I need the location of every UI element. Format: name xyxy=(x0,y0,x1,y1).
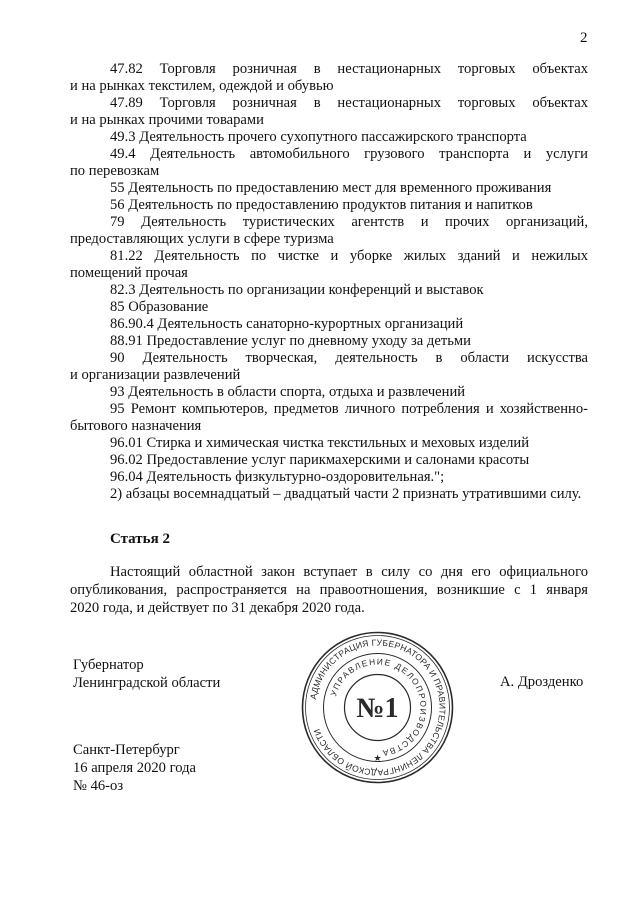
signatory-position xyxy=(73,656,220,692)
list-item: 82.3 Деятельность по организации конференций и выставок xyxy=(110,282,484,298)
seal-star-icon: ★ xyxy=(373,753,382,763)
page-number: 2 xyxy=(580,30,588,46)
list-item: 86.90.4 Деятельность санаторно-курортных организаций xyxy=(110,316,464,332)
seal-graphic xyxy=(300,630,455,785)
list-item: 47.89 Торговля розничная в нестационарных торговых объектах xyxy=(110,95,588,111)
list-item: предоставляющих услуги в сфере туризма xyxy=(70,231,334,247)
list-item: и на рынках текстилем, одеждой и обувью xyxy=(70,78,334,94)
city: Санкт-Петербург xyxy=(73,742,180,758)
signatory-name: А. Дрозденко xyxy=(500,674,584,690)
adoption-date: 16 апреля 2020 года xyxy=(73,760,196,776)
seal-inner-text: УПРАВЛЕНИЕ ДЕЛОПРОИЗВОДСТВА xyxy=(328,656,429,759)
law-number: № 46-оз xyxy=(73,778,124,794)
list-item: бытового назначения xyxy=(70,418,202,434)
article-heading: Статья 2 xyxy=(110,531,170,547)
paragraph-line: Настоящий областной закон вступает в силу со дня его официального xyxy=(110,564,588,580)
list-item: 96.02 Предоставление услуг парикмахерскими и салонами красоты xyxy=(110,452,530,468)
list-item: и организации развлечений xyxy=(70,367,241,383)
list-item: 90 Деятельность творческая, деятельность в области искусства xyxy=(110,350,588,366)
list-item: 95 Ремонт компьютеров, предметов личного потребления и хозяйственно- xyxy=(110,401,588,417)
paragraph-line: 2020 года, и действует по 31 декабря 2020 года. xyxy=(70,600,365,616)
official-seal xyxy=(300,630,455,785)
place-and-date xyxy=(73,741,196,795)
list-item: 49.4 Деятельность автомобильного грузового транспорта и услуги xyxy=(110,146,588,162)
okved-list xyxy=(70,61,588,503)
list-item: по перевозкам xyxy=(70,163,160,179)
list-item: 2) абзацы восемнадцатый – двадцатый части 2 признать утратившими силу. xyxy=(110,486,582,502)
seal-outer-text: АДМИНИСТРАЦИЯ ГУБЕРНАТОРА И ПРАВИТЕЛЬСТВА ЛЕНИНГРАДСКОЙ ОБЛАСТИ xyxy=(308,637,448,778)
list-item: 56 Деятельность по предоставлению продуктов питания и напитков xyxy=(110,197,533,213)
list-item: 93 Деятельность в области спорта, отдыха и развлечений xyxy=(110,384,466,400)
position-line: Губернатор xyxy=(73,657,144,673)
list-item: 47.82 Торговля розничная в нестационарных торговых объектах xyxy=(110,61,588,77)
position-line: Ленинградской области xyxy=(73,675,221,691)
seal-number: №1 xyxy=(356,693,399,724)
list-item: 49.3 Деятельность прочего сухопутного пассажирского транспорта xyxy=(110,129,527,145)
list-item: 96.04 Деятельность физкультурно-оздоровительная."; xyxy=(110,469,445,485)
list-item: 85 Образование xyxy=(110,299,209,315)
list-item: помещений прочая xyxy=(70,265,188,281)
paragraph-line: опубликования, распространяется на правоотношения, возникшие с 1 января xyxy=(70,582,588,598)
closing-paragraph xyxy=(70,563,588,617)
list-item: и на рынках прочими товарами xyxy=(70,112,264,128)
list-item: 79 Деятельность туристических агентств и прочих организаций, xyxy=(110,214,588,230)
list-item: 96.01 Стирка и химическая чистка текстильных и меховых изделий xyxy=(110,435,529,451)
list-item: 88.91 Предоставление услуг по дневному уходу за детьми xyxy=(110,333,471,349)
list-item: 81.22 Деятельность по чистке и уборке жилых зданий и нежилых xyxy=(110,248,588,264)
list-item: 55 Деятельность по предоставлению мест для временного проживания xyxy=(110,180,552,196)
